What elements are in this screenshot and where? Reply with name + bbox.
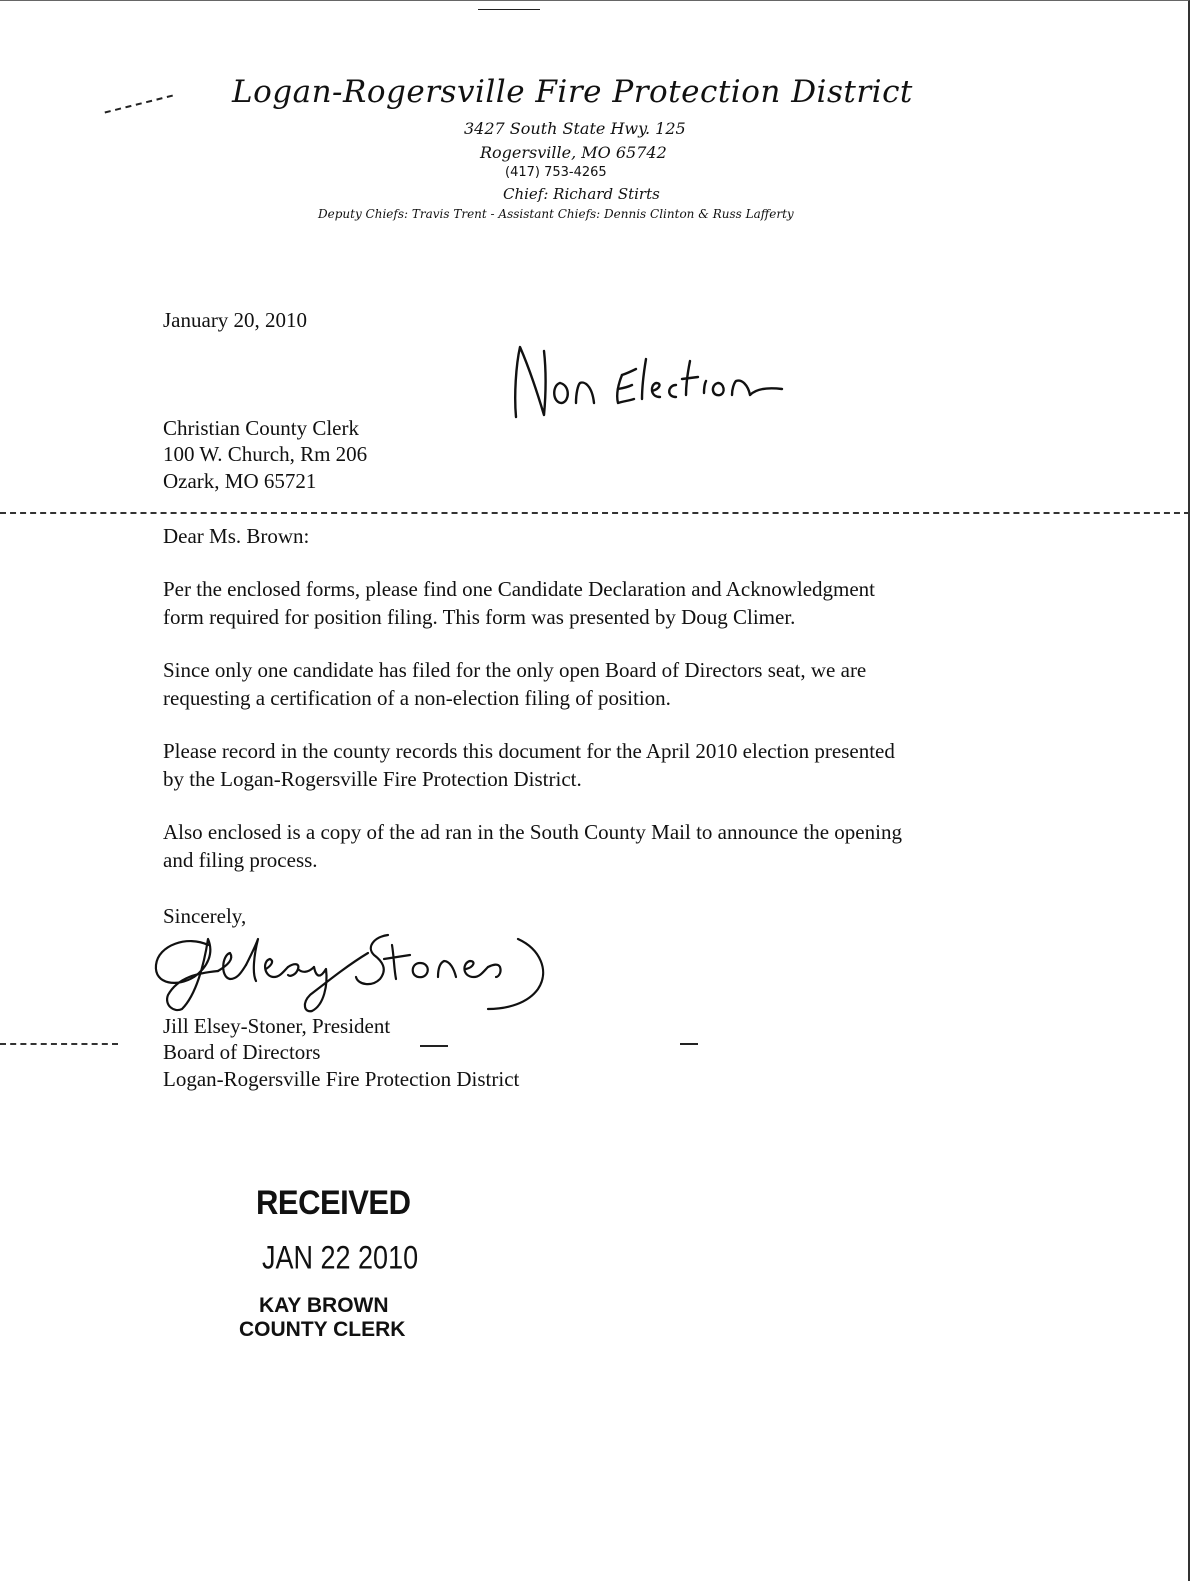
paragraph-line: requesting a certification of a non-election filing of position. [163,686,671,710]
address-line-2: Rogersville, MO 65742 [480,143,667,162]
paragraph-4 [163,818,1013,874]
signatory-organization: Logan-Rogersville Fire Protection District [163,1067,520,1091]
scan-fold-line [0,512,1190,514]
recipient-line-2: 100 W. Church, Rm 206 [163,442,368,466]
recipient-line-1: Christian County Clerk [163,416,359,440]
paragraph-line: Per the enclosed forms, please find one Candidate Declaration and Acknowledgment [163,577,876,601]
signatory-name: Jill Elsey-Stoner, President [163,1014,391,1038]
handwritten-note [510,345,800,425]
stamp-clerk-name: KAY BROWN [259,1294,389,1317]
paragraph-line: Also enclosed is a copy of the ad ran in the South County Mail to announce the opening [163,820,902,844]
salutation: Dear Ms. Brown: [163,524,310,548]
deputy-chiefs-line: Deputy Chiefs: Travis Trent - Assistant Chiefs: Dennis Clinton & Russ Lafferty [318,207,794,221]
phone-number: (417) 753-4265 [505,165,607,180]
scan-mark-left-lower [0,1043,118,1045]
paragraph-line: form required for position filing. This form was presented by Doug Climer. [163,605,796,629]
closing: Sincerely, [163,904,247,928]
paragraph-line: by the Logan-Rogersville Fire Protection District. [163,767,582,791]
chief-line: Chief: Richard Stirts [503,185,660,203]
organization-name: Logan-Rogersville Fire Protection District [232,74,913,110]
stamp-office: COUNTY CLERK [239,1318,406,1341]
paragraph-2 [163,656,1013,712]
paragraph-line: and filing process. [163,848,318,872]
paragraph-1 [163,575,1013,631]
paragraph-line: Please record in the county records this document for the April 2010 election presented [163,739,895,763]
scan-mark-right-lower [680,1043,698,1045]
address-line-1: 3427 South State Hwy. 125 [464,119,686,138]
recipient-line-3: Ozark, MO 65721 [163,469,317,493]
signature [148,925,558,1015]
stamp-status: RECEIVED [256,1183,411,1222]
paragraph-3 [163,737,1013,793]
letter-date: January 20, 2010 [163,308,308,332]
paragraph-line: Since only one candidate has filed for the only open Board of Directors seat, we are [163,658,867,682]
scan-mark-mid-lower [420,1045,448,1047]
stamp-date: JAN 22 2010 [262,1239,419,1276]
signatory-title: Board of Directors [163,1040,321,1064]
scan-mark-top [478,9,540,10]
